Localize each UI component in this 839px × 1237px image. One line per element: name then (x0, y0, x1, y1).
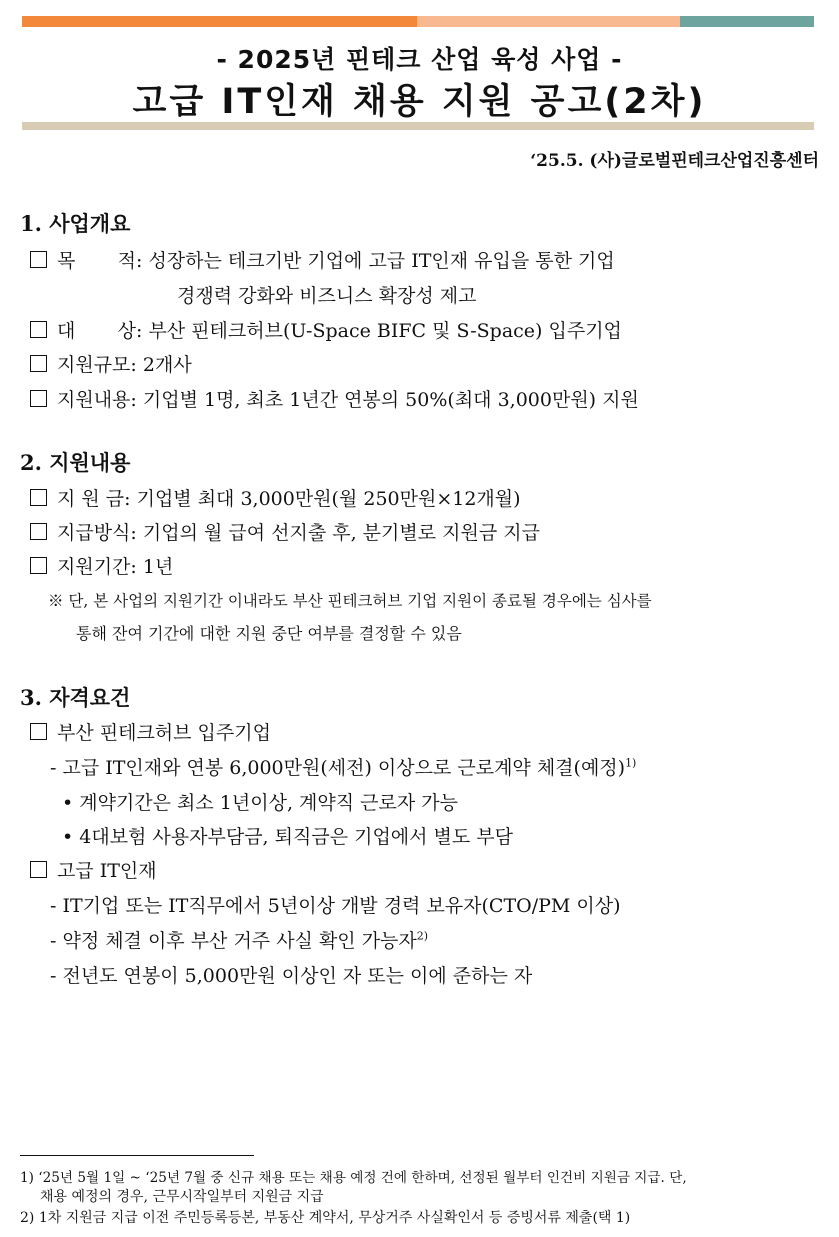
method-row (30, 518, 540, 545)
checkbox-icon (30, 355, 47, 372)
checkbox-icon (30, 390, 47, 407)
target-row (30, 316, 622, 343)
top-color-bar (22, 16, 814, 27)
document-subtitle: - 2025년 핀테크 산업 육성 사업 - (216, 45, 623, 74)
req-item-2 (30, 856, 157, 883)
purpose-text: 성장하는 테크기반 기업에 고급 IT인재 유입을 통한 기업 (148, 250, 615, 272)
top-bar-teal (680, 16, 814, 27)
req-item-1-dash-text: - 고급 IT인재와 연봉 6,000만원(세전) 이상으로 근로계약 체결(예정) (50, 757, 626, 779)
issuer-dateline: ‘25.5. (사)글로벌핀테크산업진흥센터 (530, 151, 819, 171)
target-label: 대 상: (57, 320, 143, 342)
checkbox-icon (30, 861, 47, 878)
footnote-1-line-2: 채용 예정의 경우, 근무시작일부터 지원금 지급 (40, 1189, 324, 1205)
footnote-rule (20, 1155, 254, 1156)
req-item-1-bullet-1: • 계약기간은 최소 1년이상, 계약직 근로자 가능 (62, 792, 458, 814)
footnote-ref-1: 1) (625, 756, 637, 770)
method-label: 지급방식: (57, 522, 137, 544)
req-item-2-dash-3: - 전년도 연봉이 5,000만원 이상인 자 또는 이에 준하는 자 (50, 965, 533, 987)
checkbox-icon (30, 723, 47, 740)
footnote-ref-2: 2) (416, 929, 429, 943)
checkbox-icon (30, 523, 47, 540)
purpose-text-cont: 경쟁력 강화와 비즈니스 확장성 제고 (177, 285, 477, 307)
content-label: 지원내용: (57, 389, 137, 411)
scale-row (30, 350, 192, 377)
top-bar-peach (417, 16, 680, 27)
req-item-2-dash-1: - IT기업 또는 IT직무에서 5년이상 개발 경력 보유자(CTO/PM 이상) (50, 895, 621, 917)
purpose-label: 목 적: (57, 250, 143, 272)
scale-label: 지원규모: (57, 354, 137, 376)
req-item-2-dash-2-text: - 약정 체결 이후 부산 거주 사실 확인 가능자 (50, 930, 417, 952)
target-text: 부산 핀테크허브(U-Space BIFC 및 S-Space) 입주기업 (148, 320, 622, 342)
scale-text: 2개사 (142, 354, 192, 376)
footnote-2: 2) 1차 지원금 지급 이전 주민등록등본, 부동산 계약서, 무상거주 사실확인서 등 증빙서류 제출(택 1) (20, 1210, 631, 1226)
title-underline-bar (22, 122, 814, 130)
section-3-heading: 3. 자격요건 (20, 685, 131, 710)
checkbox-icon (30, 251, 47, 268)
checkbox-icon (30, 557, 47, 574)
req-item-1 (30, 718, 271, 745)
period-text: 1년 (142, 556, 174, 578)
req-item-1-bullet-2: • 4대보험 사용자부담금, 퇴직금은 기업에서 별도 부담 (62, 826, 514, 848)
purpose-row (30, 246, 615, 273)
content-text: 기업별 1명, 최초 1년간 연봉의 50%(최대 3,000만원) 지원 (142, 389, 639, 411)
section-2-heading: 2. 지원내용 (20, 450, 131, 475)
period-row (30, 552, 173, 579)
amount-text: 기업별 최대 3,000만원(월 250만원×12개월) (136, 488, 521, 510)
req-item-1-dash (50, 753, 636, 780)
method-text: 기업의 월 급여 선지출 후, 분기별로 지원금 지급 (142, 522, 540, 544)
section-1-heading: 1. 사업개요 (20, 211, 131, 236)
checkbox-icon (30, 321, 47, 338)
period-label: 지원기간: (57, 556, 137, 578)
req-item-1-text: 부산 핀테크허브 입주기업 (57, 722, 271, 744)
top-bar-orange (22, 16, 417, 27)
req-item-2-dash-2 (50, 926, 428, 953)
amount-row (30, 484, 521, 511)
checkbox-icon (30, 489, 47, 506)
document-title: 고급 IT인재 채용 지원 공고(2차) (132, 82, 707, 122)
amount-label: 지 원 금: (57, 488, 131, 510)
note-line-2: 통해 잔여 기간에 대한 지원 중단 여부를 결정할 수 있음 (76, 624, 462, 643)
content-row (30, 385, 639, 412)
req-item-2-text: 고급 IT인재 (57, 860, 157, 882)
footnote-1-line-1: 1) ‘25년 5월 1일 ~ ‘25년 7월 중 신규 채용 또는 채용 예정 건에 한하며, 선정된 월부터 인건비 지원금 지급. 단, (20, 1170, 687, 1186)
note-line-1: ※ 단, 본 사업의 지원기간 이내라도 부산 핀테크허브 기업 지원이 종료될 경우에는 심사를 (48, 592, 652, 610)
